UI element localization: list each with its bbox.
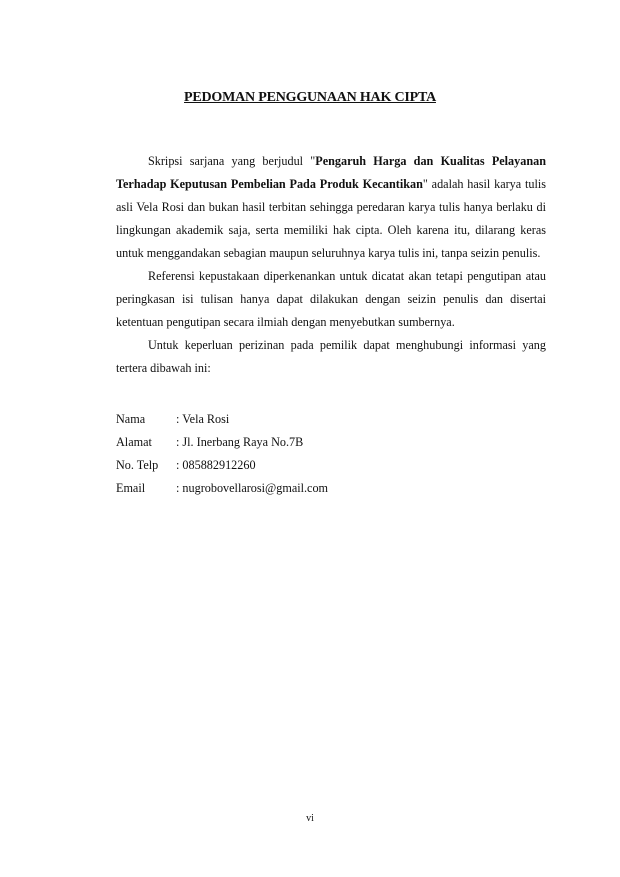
thesis-title: Pengaruh Harga dan Kualitas Pelayanan Terhadap Keputusan Pembelian Pada Produk Kecantikan [116,154,546,191]
info-row-email [116,477,328,500]
info-row-name [116,408,328,431]
info-value: : 085882912260 [176,458,256,472]
info-label: Alamat [116,435,152,449]
info-label: Email [116,481,146,495]
info-label: Nama [116,412,146,426]
body-text [116,150,546,380]
info-row-address [116,431,328,454]
paragraph-intro [116,150,546,265]
info-label: No. Telp [116,458,159,472]
info-row-phone [116,454,328,477]
info-value: : Vela Rosi [176,412,230,426]
page-title: PEDOMAN PENGGUNAAN HAK CIPTA [184,90,436,105]
paragraph-intro-rest: " adalah hasil karya tulis asli Vela Rosi dan bukan hasil terbitan sehingga peredaran karya tulis hanya berlaku di lingkungan akademik saja, serta memiliki hak cipta. Oleh karena itu, dilarang keras untuk menggandakan sebagian maupun seluruhnya karya tulis ini, tanpa seizin penulis. [116,177,546,260]
paragraph-reference: Referensi kepustakaan diperkenankan untuk dicatat akan tetapi pengutipan atau peringkasan isi tulisan hanya dapat dilakukan dengan seizin penulis dan disertai ketentuan pengutipan secara ilmiah dengan menyebutkan sumbernya. [116,269,546,329]
paragraph-contact: Untuk keperluan perizinan pada pemilik dapat menghubungi informasi yang tertera dibawah ini: [116,338,546,375]
info-value: : Jl. Inerbang Raya No.7B [176,435,304,449]
page-number: vi [306,813,314,824]
paragraph-intro-lead: Skripsi sarjana yang berjudul " [148,154,316,168]
contact-info [116,408,328,500]
info-value: : nugrobovellarosi@gmail.com [176,481,329,495]
